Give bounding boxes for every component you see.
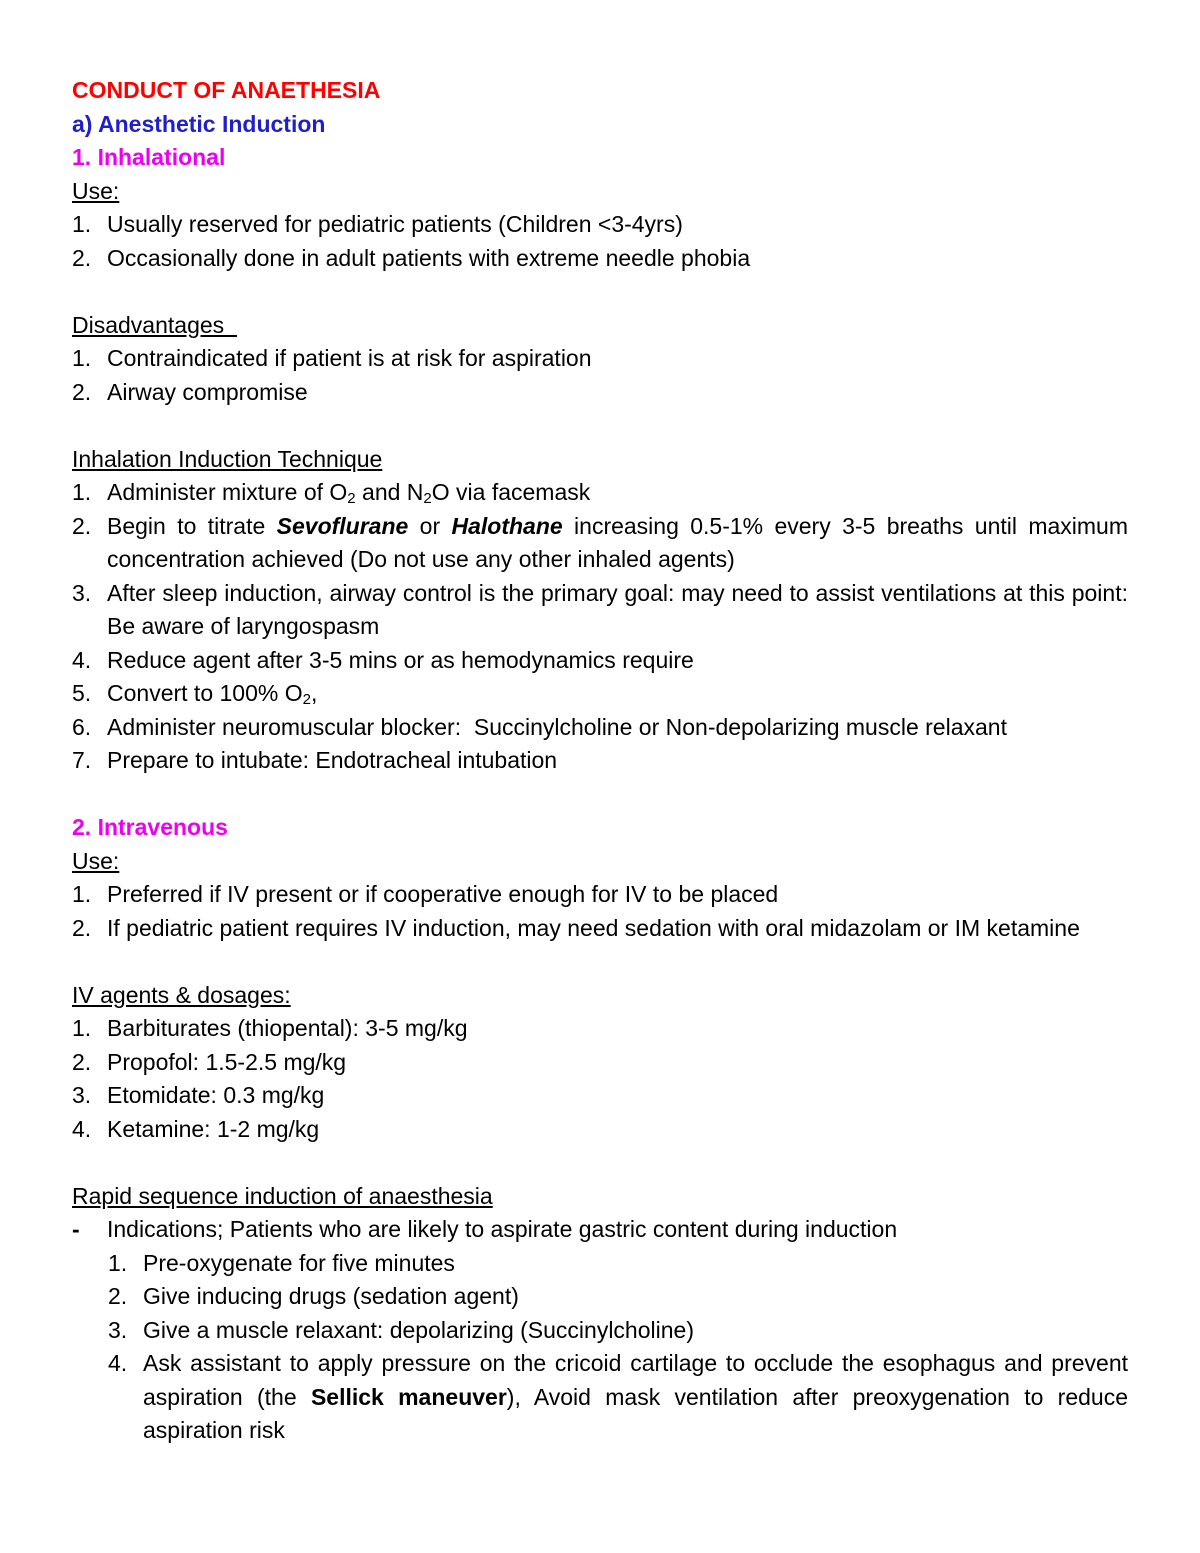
list-text: Ketamine: 1-2 mg/kg [107, 1115, 320, 1142]
sellick-term: Sellick maneuver [310, 1383, 507, 1410]
list-text: Ask assistant to apply pressure on the cricoid cartilage to occlude the esophagus and prevent aspiration (the Sellick maneuver), Avoid mask ventilation after preoxygenation to reduce aspiration risk [143, 1350, 1128, 1443]
list-item [72, 878, 1128, 912]
spacer [72, 945, 1128, 979]
list-item [72, 1046, 1128, 1080]
rsi-steps [108, 1247, 1128, 1448]
spacer [72, 1146, 1128, 1180]
list-text: Airway compromise [107, 378, 308, 405]
list-text: Preferred if IV present or if cooperative enough for IV to be placed [107, 881, 779, 907]
list-item [72, 577, 1128, 644]
document-title: CONDUCT OF ANAETHESIA [72, 77, 381, 103]
list-item [72, 744, 1128, 778]
list-item [72, 1012, 1128, 1046]
bullet-dash: - [72, 1216, 80, 1242]
iv-use-list [72, 878, 1128, 945]
list-number: 2. [72, 244, 92, 271]
list-number: 1. [72, 211, 92, 237]
list-number: 1. [72, 1015, 92, 1041]
list-text: Give a muscle relaxant: depolarizing (Succinylcholine) [143, 1316, 694, 1343]
list-item [72, 208, 1128, 242]
spacer [72, 409, 1128, 443]
list-number: 7. [72, 747, 92, 773]
list-number: 4. [108, 1350, 128, 1376]
list-item [108, 1247, 1128, 1281]
iv-agents-label: IV agents & dosages: [72, 981, 291, 1008]
spacer [72, 275, 1128, 309]
list-number: 6. [72, 713, 92, 740]
list-text: Begin to titrate Sevoflurane or Halothane increasing 0.5-1% every 3-5 breaths until maximum concentration achieved (Do not use any other inhaled agents) [107, 512, 1129, 572]
list-item [108, 1314, 1128, 1348]
list-number: 4. [72, 646, 92, 673]
list-number: 5. [72, 680, 92, 706]
list-number: 1. [72, 479, 92, 505]
inhal-use-list [72, 208, 1128, 275]
list-text: Administer neuromuscular blocker: Succinylcholine or Non-depolarizing muscle relaxant [107, 713, 1007, 740]
subsection-heading-intravenous: 2. Intravenous [72, 814, 228, 840]
list-number: 2. [72, 512, 92, 539]
list-text: Usually reserved for pediatric patients (Children <3-4yrs) [107, 211, 683, 237]
section-heading-induction: a) Anesthetic Induction [72, 110, 326, 137]
list-number: 2. [72, 378, 92, 405]
list-number: 1. [72, 345, 92, 371]
list-text: Etomidate: 0.3 mg/kg [107, 1082, 325, 1108]
list-item [72, 242, 1128, 276]
list-number: 2. [72, 1048, 92, 1075]
document-page [72, 74, 1128, 1448]
disadvantages-label: Disadvantages [72, 311, 237, 338]
list-item [72, 510, 1128, 577]
list-item [72, 1113, 1128, 1147]
list-number: 4. [72, 1115, 92, 1142]
list-text: Indications; Patients who are likely to aspirate gastric content during induction [107, 1216, 898, 1242]
list-number: 1. [72, 881, 92, 907]
list-text: Occasionally done in adult patients with extreme needle phobia [107, 244, 751, 271]
list-item [72, 342, 1128, 376]
list-text: Reduce agent after 3-5 mins or as hemodynamics require [107, 646, 694, 673]
list-text: Give inducing drugs (sedation agent) [143, 1283, 519, 1309]
list-item [108, 1280, 1128, 1314]
rsi-heading: Rapid sequence induction of anaesthesia [72, 1182, 493, 1209]
list-text: Propofol: 1.5-2.5 mg/kg [107, 1048, 347, 1075]
list-item [72, 476, 1128, 510]
list-number: 1. [108, 1249, 128, 1276]
spacer [72, 778, 1128, 812]
disadvantages-list [72, 342, 1128, 409]
list-item [72, 677, 1128, 711]
list-item [72, 711, 1128, 745]
list-item [72, 644, 1128, 678]
list-number: 3. [72, 1082, 92, 1108]
list-text: Administer mixture of $O_2$ and $N_2O$ via facemask [107, 479, 591, 507]
list-text: Pre-oxygenate for five minutes [143, 1249, 455, 1276]
list-text: Contraindicated if patient is at risk for aspiration [107, 345, 592, 371]
list-number: 3. [108, 1316, 128, 1343]
list-text: Convert to 100% $O_2$, [107, 680, 318, 708]
rsi-bullets [72, 1213, 1128, 1247]
list-item [72, 1079, 1128, 1113]
list-item [72, 912, 1128, 946]
list-text: If pediatric patient requires IV induction, may need sedation with oral midazolam or IM ketamine [107, 914, 1080, 941]
list-text: Barbiturates (thiopental): 3-5 mg/kg [107, 1015, 468, 1041]
use-label: Use: [72, 177, 120, 204]
drug-name: Sevoflurane [276, 512, 409, 539]
technique-list [72, 476, 1128, 778]
use-label: Use: [72, 847, 120, 874]
list-number: 2. [108, 1283, 128, 1309]
technique-label: Inhalation Induction Technique [72, 445, 383, 472]
list-item [72, 1213, 1128, 1247]
list-number: 3. [72, 579, 92, 606]
list-item [72, 376, 1128, 410]
list-number: 2. [72, 914, 92, 941]
iv-agents-list [72, 1012, 1128, 1146]
list-text: After sleep induction, airway control is the primary goal: may need to assist ventilations at this point: Be aware of laryngospasm [107, 579, 1128, 639]
list-text: Prepare to intubate: Endotracheal intubation [107, 747, 558, 773]
list-item [108, 1347, 1128, 1448]
subsection-heading-inhalational: 1. Inhalational [72, 144, 226, 170]
drug-name: Halothane [451, 512, 563, 539]
